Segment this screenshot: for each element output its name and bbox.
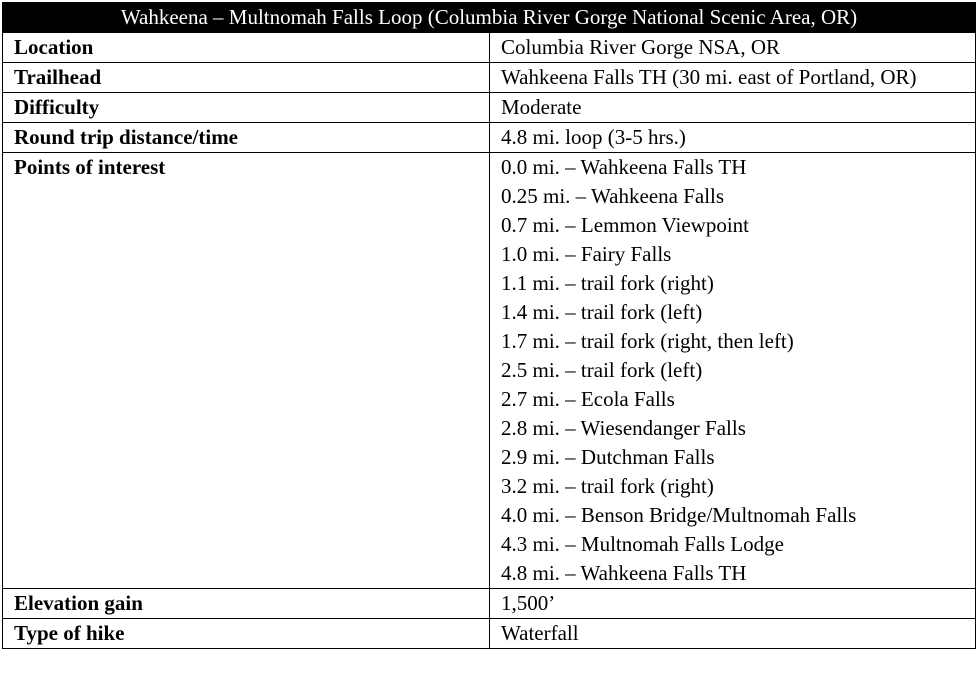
type-value: Waterfall [490, 619, 976, 649]
hike-info-table [2, 2, 976, 649]
table-row-elevation [3, 589, 976, 619]
poi-item: 3.2 mi. – trail fork (right) [501, 474, 714, 498]
title-row [3, 3, 976, 33]
table-row-location [3, 33, 976, 63]
table-row-difficulty [3, 93, 976, 123]
poi-item: 0.7 mi. – Lemmon Viewpoint [501, 213, 750, 237]
location-label: Location [3, 33, 490, 63]
type-label: Type of hike [3, 619, 490, 649]
poi-item: 4.3 mi. – Multnomah Falls Lodge [501, 532, 784, 556]
elevation-label: Elevation gain [3, 589, 490, 619]
difficulty-value: Moderate [490, 93, 976, 123]
poi-item: 2.5 mi. – trail fork (left) [501, 358, 703, 382]
poi-item: 1.1 mi. – trail fork (right) [501, 271, 714, 295]
poi-item: 1.4 mi. – trail fork (left) [501, 300, 703, 324]
table-row-distance [3, 123, 976, 153]
poi-item: 1.0 mi. – Fairy Falls [501, 242, 672, 266]
poi-item: 0.0 mi. – Wahkeena Falls TH [501, 155, 747, 179]
poi-label: Points of interest [3, 153, 490, 589]
table-title: Wahkeena – Multnomah Falls Loop (Columbia River Gorge National Scenic Area, OR) [3, 3, 976, 33]
poi-item: 0.25 mi. – Wahkeena Falls [501, 184, 725, 208]
distance-value: 4.8 mi. loop (3-5 hrs.) [490, 123, 976, 153]
elevation-value: 1,500’ [490, 589, 976, 619]
distance-label: Round trip distance/time [3, 123, 490, 153]
poi-item: 4.0 mi. – Benson Bridge/Multnomah Falls [501, 503, 857, 527]
poi-item: 2.9 mi. – Dutchman Falls [501, 445, 715, 469]
poi-item: 2.8 mi. – Wiesendanger Falls [501, 416, 746, 440]
poi-list [490, 153, 976, 589]
poi-item: 1.7 mi. – trail fork (right, then left) [501, 329, 794, 353]
trailhead-label: Trailhead [3, 63, 490, 93]
table-row-trailhead [3, 63, 976, 93]
location-value: Columbia River Gorge NSA, OR [490, 33, 976, 63]
difficulty-label: Difficulty [3, 93, 490, 123]
poi-item: 4.8 mi. – Wahkeena Falls TH [501, 561, 747, 585]
poi-item: 2.7 mi. – Ecola Falls [501, 387, 675, 411]
trailhead-value: Wahkeena Falls TH (30 mi. east of Portland, OR) [490, 63, 976, 93]
table-row-type [3, 619, 976, 649]
table-row-points-of-interest [3, 153, 976, 589]
